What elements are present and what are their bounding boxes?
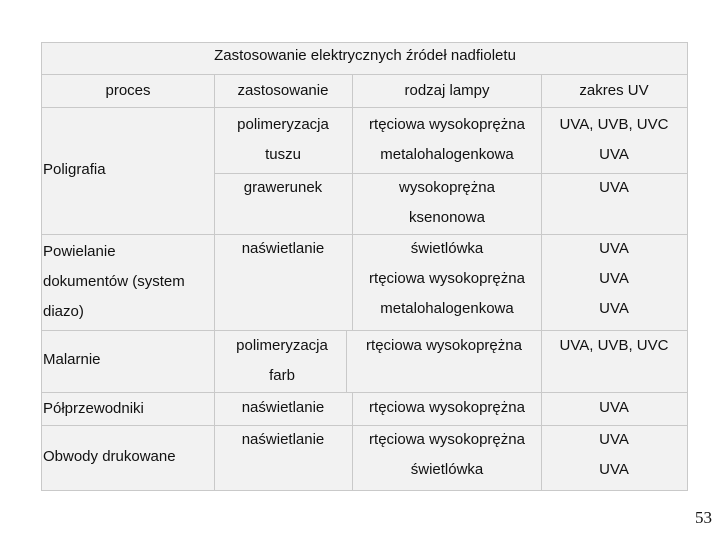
table-title: Zastosowanie elektrycznych źródeł nadfioletu xyxy=(214,47,516,64)
application-cell: polimeryzacja xyxy=(237,116,329,133)
uv-range-cell: UVA, UVB, UVC xyxy=(559,337,669,354)
uv-range-cell: UVA xyxy=(599,240,629,257)
row-divider xyxy=(41,234,688,235)
row-divider xyxy=(41,425,688,426)
lamp-cell: świetlówka xyxy=(410,240,484,257)
uv-range-cell: UVA, UVB, UVC xyxy=(559,116,669,133)
column-divider xyxy=(346,330,347,392)
lamp-cell: rtęciowa wysokoprężna xyxy=(369,399,525,416)
lamp-cell: metalohalogenkowa xyxy=(380,300,514,317)
application-cell: polimeryzacja xyxy=(236,337,328,354)
lamp-cell: metalohalogenkowa xyxy=(380,146,514,163)
header-zastosowanie: zastosowanie xyxy=(237,82,329,99)
lamp-cell: rtęciowa wysokoprężna xyxy=(369,116,525,133)
process-cell: dokumentów (system xyxy=(43,273,185,290)
uv-sources-table xyxy=(41,42,688,491)
header-proces: proces xyxy=(105,82,151,99)
column-divider xyxy=(352,74,353,107)
column-divider xyxy=(214,74,215,491)
column-divider xyxy=(352,107,353,234)
column-divider xyxy=(541,74,542,490)
application-cell: naświetlanie xyxy=(241,399,325,416)
process-cell: diazo) xyxy=(43,303,84,320)
lamp-cell: rtęciowa wysokoprężna xyxy=(366,337,522,354)
application-cell: naświetlanie xyxy=(241,431,325,448)
process-cell: Obwody drukowane xyxy=(43,448,176,465)
header-divider xyxy=(41,107,688,108)
lamp-cell: rtęciowa wysokoprężna xyxy=(369,270,525,287)
application-cell: farb xyxy=(269,367,295,384)
lamp-cell: rtęciowa wysokoprężna xyxy=(369,431,525,448)
table-border-left xyxy=(41,42,42,491)
lamp-cell: ksenonowa xyxy=(409,209,485,226)
process-cell: Malarnie xyxy=(43,351,101,368)
lamp-cell: świetlówka xyxy=(410,461,484,478)
application-cell: grawerunek xyxy=(243,179,323,196)
title-divider xyxy=(41,74,688,75)
uv-range-cell: UVA xyxy=(599,461,629,478)
uv-range-cell: UVA xyxy=(599,270,629,287)
table-border-bottom xyxy=(41,490,688,491)
application-cell: tuszu xyxy=(265,146,301,163)
uv-range-cell: UVA xyxy=(599,300,629,317)
page-number: 53 xyxy=(695,508,712,527)
lamp-cell: wysokoprężna xyxy=(399,179,495,196)
column-divider xyxy=(352,392,353,490)
header-rodzaj-lampy: rodzaj lampy xyxy=(404,82,490,99)
process-cell: Powielanie xyxy=(43,243,116,260)
application-cell: naświetlanie xyxy=(241,240,325,257)
uv-range-cell: UVA xyxy=(599,431,629,448)
table-border-right xyxy=(687,42,688,491)
row-divider xyxy=(41,392,688,393)
column-divider xyxy=(352,234,353,330)
uv-range-cell: UVA xyxy=(599,146,629,163)
poligrafia-sub-divider xyxy=(214,173,688,174)
process-cell: Poligrafia xyxy=(43,161,106,178)
process-cell: Półprzewodniki xyxy=(43,400,144,417)
header-zakres-uv: zakres UV xyxy=(579,82,649,99)
uv-range-cell: UVA xyxy=(599,179,629,196)
uv-range-cell: UVA xyxy=(599,399,629,416)
table-border-top xyxy=(41,42,688,43)
row-divider xyxy=(41,330,688,331)
